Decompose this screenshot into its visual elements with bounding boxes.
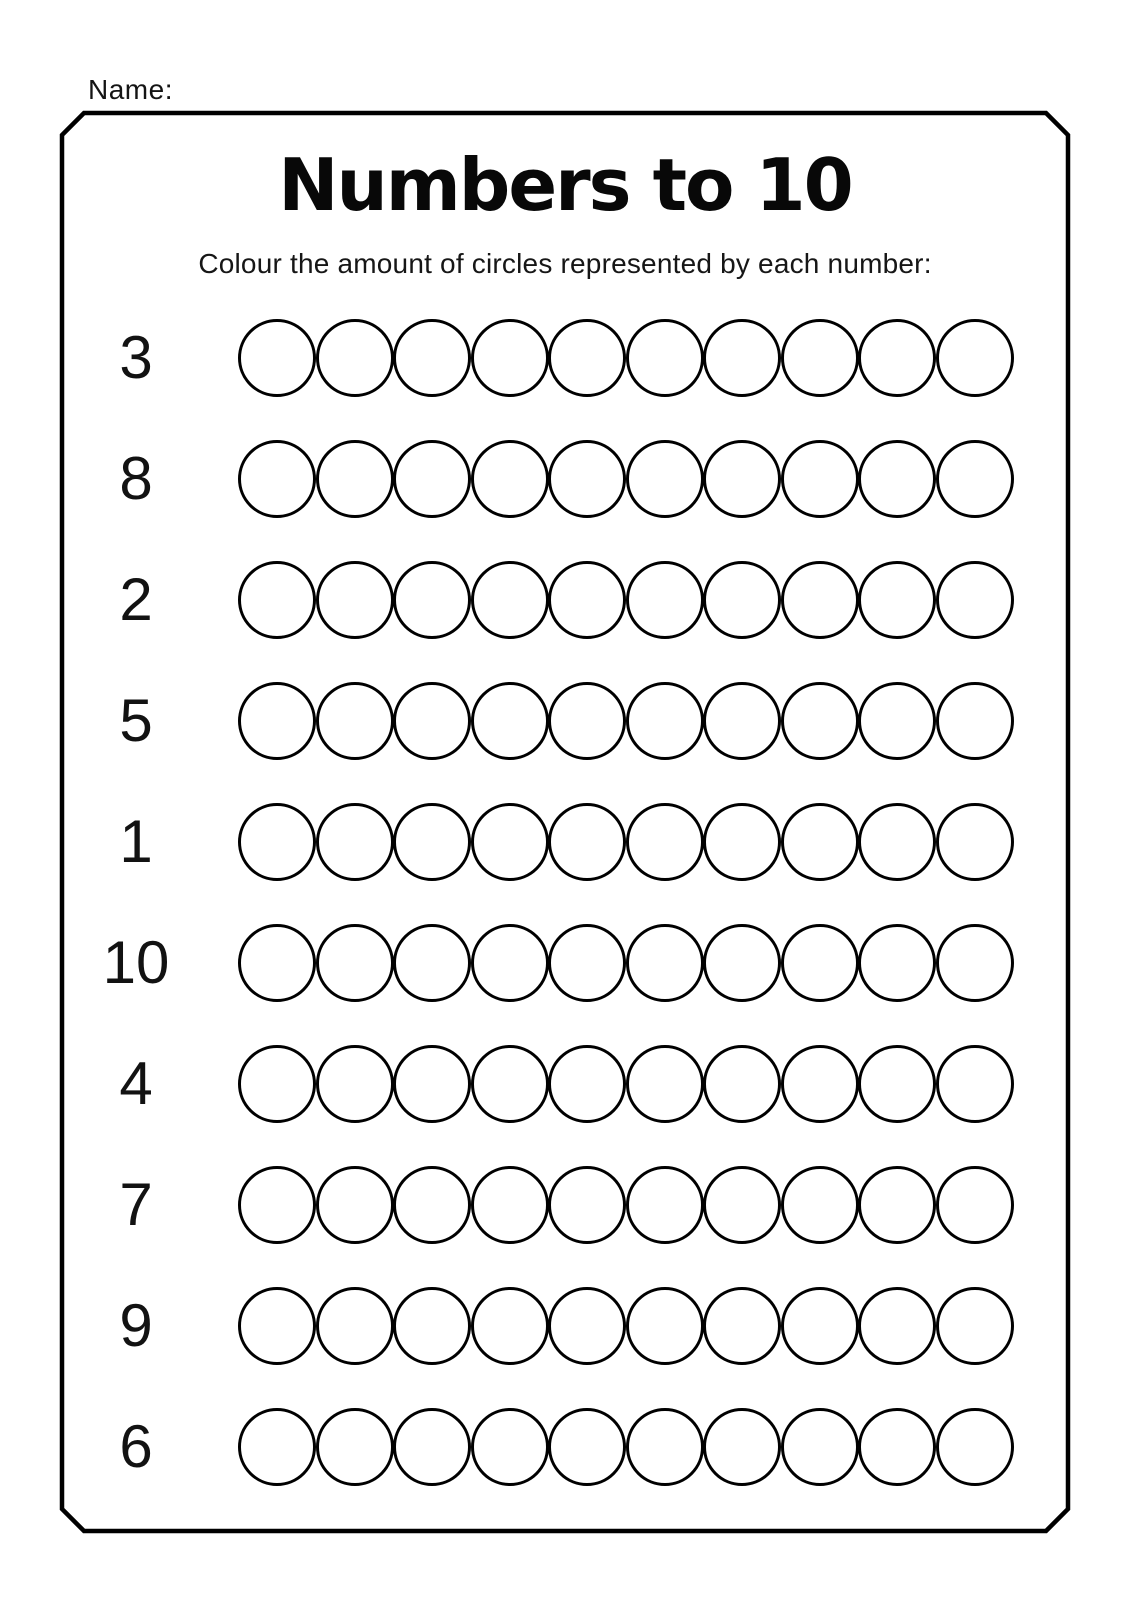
colour-circle[interactable] [626,319,704,397]
colour-circle[interactable] [471,1408,549,1486]
colour-circle[interactable] [703,1408,781,1486]
colour-circle[interactable] [393,1045,471,1123]
colour-circle[interactable] [703,440,781,518]
colour-circle[interactable] [858,682,936,760]
colour-circle[interactable] [781,561,859,639]
colour-circle[interactable] [316,1287,394,1365]
colour-circle[interactable] [781,1287,859,1365]
colour-circle[interactable] [548,1166,626,1244]
colour-circle[interactable] [626,924,704,1002]
colour-circle[interactable] [936,1045,1014,1123]
circle-strip [238,1287,1014,1365]
colour-circle[interactable] [781,1045,859,1123]
row-number-label: 5 [119,686,153,754]
colour-circle[interactable] [936,1166,1014,1244]
colour-circle[interactable] [626,561,704,639]
colour-circle[interactable] [703,319,781,397]
colour-circle[interactable] [626,1287,704,1365]
circle-strip [238,682,1014,760]
row-number-label: 2 [119,565,153,633]
colour-circle[interactable] [393,561,471,639]
worksheet-row [70,781,1060,902]
circle-strip [238,1408,1014,1486]
worksheet-row [70,1144,1060,1265]
colour-circle[interactable] [471,803,549,881]
colour-circle[interactable] [238,682,316,760]
colour-circle[interactable] [393,1287,471,1365]
colour-circle[interactable] [703,1045,781,1123]
colour-circle[interactable] [238,803,316,881]
colour-circle[interactable] [393,1166,471,1244]
colour-circle[interactable] [316,440,394,518]
colour-circle[interactable] [781,319,859,397]
colour-circle[interactable] [858,1166,936,1244]
colour-circle[interactable] [936,1408,1014,1486]
colour-circle[interactable] [471,319,549,397]
colour-circle[interactable] [858,803,936,881]
row-number-label: 6 [119,1412,153,1480]
row-number-label: 7 [119,1170,153,1238]
colour-circle[interactable] [238,319,316,397]
colour-circle[interactable] [471,682,549,760]
colour-circle[interactable] [316,924,394,1002]
worksheet-row [70,1386,1060,1507]
worksheet-row [70,418,1060,539]
colour-circle[interactable] [316,1045,394,1123]
colour-circle[interactable] [548,561,626,639]
colour-circle[interactable] [858,561,936,639]
colour-circle[interactable] [936,440,1014,518]
colour-circle[interactable] [626,682,704,760]
colour-circle[interactable] [858,1287,936,1365]
colour-circle[interactable] [626,1166,704,1244]
colour-circle[interactable] [548,1287,626,1365]
colour-circle[interactable] [936,682,1014,760]
colour-circle[interactable] [858,1408,936,1486]
worksheet-row [70,539,1060,660]
colour-circle[interactable] [548,803,626,881]
row-number-label: 9 [119,1291,153,1359]
colour-circle[interactable] [471,924,549,1002]
colour-circle[interactable] [471,440,549,518]
colour-circle[interactable] [626,1408,704,1486]
colour-circle[interactable] [858,1045,936,1123]
colour-circle[interactable] [626,803,704,881]
colour-circle[interactable] [781,803,859,881]
row-number-label: 3 [119,323,153,391]
colour-circle[interactable] [238,1045,316,1123]
circle-strip [238,440,1014,518]
colour-circle[interactable] [626,1045,704,1123]
colour-circle[interactable] [936,924,1014,1002]
colour-circle[interactable] [238,440,316,518]
colour-circle[interactable] [858,924,936,1002]
name-label: Name: [88,74,173,105]
colour-circle[interactable] [393,924,471,1002]
worksheet-row [70,902,1060,1023]
colour-circle[interactable] [548,924,626,1002]
colour-circle[interactable] [393,1408,471,1486]
colour-circle[interactable] [703,1166,781,1244]
colour-circle[interactable] [548,682,626,760]
worksheet-row [70,660,1060,781]
colour-circle[interactable] [936,319,1014,397]
row-number-label: 4 [119,1049,153,1117]
worksheet-row [70,1265,1060,1386]
colour-circle[interactable] [703,1287,781,1365]
colour-circle[interactable] [393,803,471,881]
colour-circle[interactable] [781,440,859,518]
colour-circle[interactable] [936,1287,1014,1365]
colour-circle[interactable] [316,1166,394,1244]
colour-circle[interactable] [703,803,781,881]
colour-circle[interactable] [781,924,859,1002]
colour-circle[interactable] [703,924,781,1002]
colour-circle[interactable] [238,1166,316,1244]
worksheet-title: Numbers to 10 [278,143,852,227]
row-number-label: 8 [119,444,153,512]
colour-circle[interactable] [393,319,471,397]
colour-circle[interactable] [781,1408,859,1486]
colour-circle[interactable] [393,440,471,518]
colour-circle[interactable] [626,440,704,518]
colour-circle[interactable] [703,561,781,639]
colour-circle[interactable] [238,1408,316,1486]
colour-circle[interactable] [471,1287,549,1365]
colour-circle[interactable] [238,561,316,639]
row-number-label: 1 [119,807,153,875]
circle-strip [238,319,1014,397]
colour-circle[interactable] [316,561,394,639]
colour-circle[interactable] [548,1408,626,1486]
colour-circle[interactable] [858,440,936,518]
colour-circle[interactable] [936,561,1014,639]
worksheet-instruction: Colour the amount of circles represented by each number: [198,248,932,279]
colour-circle[interactable] [781,682,859,760]
circle-strip [238,1166,1014,1244]
colour-circle[interactable] [936,803,1014,881]
colour-circle[interactable] [548,319,626,397]
colour-circle[interactable] [393,682,471,760]
worksheet-row [70,1023,1060,1144]
colour-circle[interactable] [548,440,626,518]
colour-circle[interactable] [316,1408,394,1486]
colour-circle[interactable] [858,319,936,397]
colour-circle[interactable] [781,1166,859,1244]
colour-circle[interactable] [471,561,549,639]
colour-circle[interactable] [316,319,394,397]
circle-strip [238,1045,1014,1123]
colour-circle[interactable] [316,803,394,881]
rows-container [70,297,1060,1507]
worksheet-row [70,297,1060,418]
colour-circle[interactable] [548,1045,626,1123]
colour-circle[interactable] [703,682,781,760]
colour-circle[interactable] [238,1287,316,1365]
colour-circle[interactable] [471,1045,549,1123]
colour-circle[interactable] [316,682,394,760]
circle-strip [238,561,1014,639]
circle-strip [238,924,1014,1002]
row-number-label: 10 [102,928,170,996]
colour-circle[interactable] [238,924,316,1002]
circle-strip [238,803,1014,881]
colour-circle[interactable] [471,1166,549,1244]
